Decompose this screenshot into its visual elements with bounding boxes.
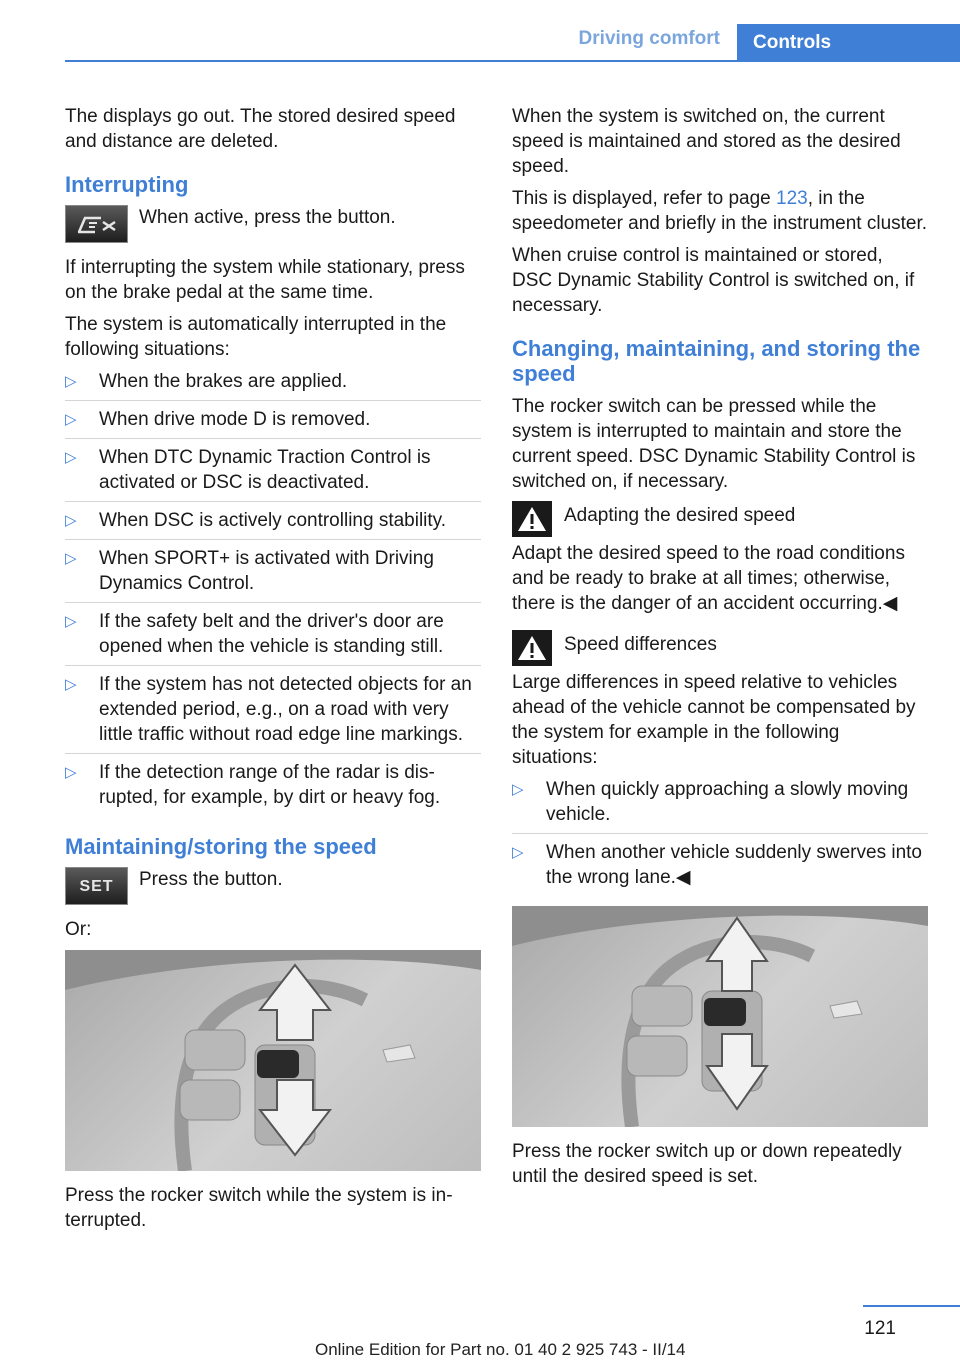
header-rule xyxy=(65,60,960,62)
list-item-text: If the safety belt and the driver's door are opened when the vehicle is standing still. xyxy=(99,611,444,657)
heading-maintaining-storing: Maintaining/storing the speed xyxy=(65,834,377,859)
left-paragraph-1: The displays go out. The stored desired speed and distance are deleted. xyxy=(65,106,456,152)
triangle-bullet-icon: ▷ xyxy=(65,411,77,428)
warning-title: Adapting the desired speed xyxy=(564,505,796,526)
right-paragraph-2 xyxy=(512,186,928,236)
warning-body: Adapt the desired speed to the road conditions and be ready to brake at all times; otherwise, there is the danger of an accident occurring.◀ xyxy=(512,543,905,614)
left-paragraph-3: The system is automatically interrupted in the following situations: xyxy=(65,314,447,360)
heading-changing-speed: Changing, maintaining, and storing the speed xyxy=(512,336,921,386)
list-item-text: When SPORT+ is activated with Driving Dynamics Control. xyxy=(99,548,434,594)
triangle-bullet-icon: ▷ xyxy=(65,550,77,567)
list-item xyxy=(65,445,481,502)
steering-wheel-rocker-photo xyxy=(65,950,481,1171)
set-button-icon: SET xyxy=(65,867,128,905)
list-item-text: When DTC Dynamic Traction Control is activated or DSC is deactivated. xyxy=(99,447,431,493)
triangle-bullet-icon: ▷ xyxy=(512,781,524,798)
right-column xyxy=(512,104,928,1196)
list-item xyxy=(512,840,928,896)
heading-interrupting: Interrupting xyxy=(65,172,189,197)
triangle-bullet-icon: ▷ xyxy=(65,512,77,529)
triangle-bullet-icon: ▷ xyxy=(512,844,524,861)
header-chapter-tab[interactable] xyxy=(737,24,960,62)
warning-body: Large differences in speed relative to vehicles ahead of the vehicle cannot be compensated by the system for example in the following situations: xyxy=(512,672,916,768)
page-number: 121 xyxy=(864,1318,896,1339)
page-ref-prefix: This is displayed, refer to page xyxy=(512,188,777,209)
list-item-text: When the brakes are applied. xyxy=(99,371,348,392)
list-item-text: When another vehicle suddenly swerves into the wrong lane.◀ xyxy=(546,842,922,888)
left-column xyxy=(65,104,481,1240)
triangle-bullet-icon: ▷ xyxy=(65,449,77,466)
cruise-interrupt-button-icon xyxy=(65,205,128,243)
list-item-text: When drive mode D is removed. xyxy=(99,409,371,430)
list-item xyxy=(65,546,481,603)
cruise-control-icon xyxy=(75,212,119,236)
interrupt-situations-list xyxy=(65,369,481,816)
warning-speed-differences xyxy=(512,630,928,666)
steering-wheel-rocker-photo-2 xyxy=(512,906,928,1127)
speed-differences-list xyxy=(512,777,928,896)
left-paragraph-2: If interrupting the system while stationary, press on the brake pedal at the same time. xyxy=(65,257,465,303)
right-paragraph-3: When cruise control is maintained or stored, DSC Dynamic Stability Control is switched on, if necessary. xyxy=(512,245,915,316)
warning-triangle-icon xyxy=(512,630,552,666)
footer-edition: Online Edition for Part no. 01 40 2 925 743 - II/14 xyxy=(315,1340,686,1359)
list-item xyxy=(65,508,481,540)
right-paragraph-1: When the system is switched on, the current speed is maintained and stored as the desired speed. xyxy=(512,106,901,177)
list-item-text: When quickly approaching a slowly moving vehicle. xyxy=(546,779,909,825)
footer-rule xyxy=(863,1305,960,1307)
set-instruction-text: Press the button. xyxy=(139,869,283,890)
list-item-text: If the system has not detected objects for an extended period, e.g., on a road with very little traffic without road edge line markings. xyxy=(99,674,472,745)
or-label: Or: xyxy=(65,919,92,940)
triangle-bullet-icon: ▷ xyxy=(65,764,77,781)
warning-title: Speed differences xyxy=(564,634,717,655)
steering-wheel-illustration xyxy=(512,906,928,1127)
list-item xyxy=(65,609,481,666)
list-item xyxy=(65,672,481,754)
left-paragraph-after-photo: Press the rocker switch while the system is interrupted. xyxy=(65,1185,453,1231)
steering-wheel-illustration xyxy=(65,950,481,1171)
list-item xyxy=(512,777,928,834)
warning-adapting-speed xyxy=(512,501,928,537)
triangle-bullet-icon: ▷ xyxy=(65,613,77,630)
list-item xyxy=(65,760,481,816)
page-ref-suffix: , in the speedometer and briefly in the instrument cluster. xyxy=(512,188,928,234)
warning-triangle-icon xyxy=(512,501,552,537)
triangle-bullet-icon: ▷ xyxy=(65,676,77,693)
list-item xyxy=(65,369,481,401)
interrupt-instruction-text: When active, press the button. xyxy=(139,207,396,228)
right-paragraph-4: The rocker switch can be pressed while the system is interrupted to maintain and store the current speed. DSC Dynamic Stability Control is switched on, if necessary. xyxy=(512,396,916,492)
header-chapter-label: Controls xyxy=(753,32,832,53)
set-instruction xyxy=(65,867,481,905)
list-item-text: If the detection range of the radar is disrupted, for example, by dirt or heavy fog. xyxy=(99,762,441,808)
list-item xyxy=(65,407,481,439)
interrupt-instruction xyxy=(65,205,481,243)
header-section: Driving comfort xyxy=(578,28,720,49)
page-reference-link[interactable]: 123 xyxy=(776,188,808,209)
triangle-bullet-icon: ▷ xyxy=(65,373,77,390)
right-paragraph-after-photo: Press the rocker switch up or down repeatedly until the desired speed is set. xyxy=(512,1141,902,1187)
list-item-text: When DSC is actively controlling stability. xyxy=(99,510,447,531)
